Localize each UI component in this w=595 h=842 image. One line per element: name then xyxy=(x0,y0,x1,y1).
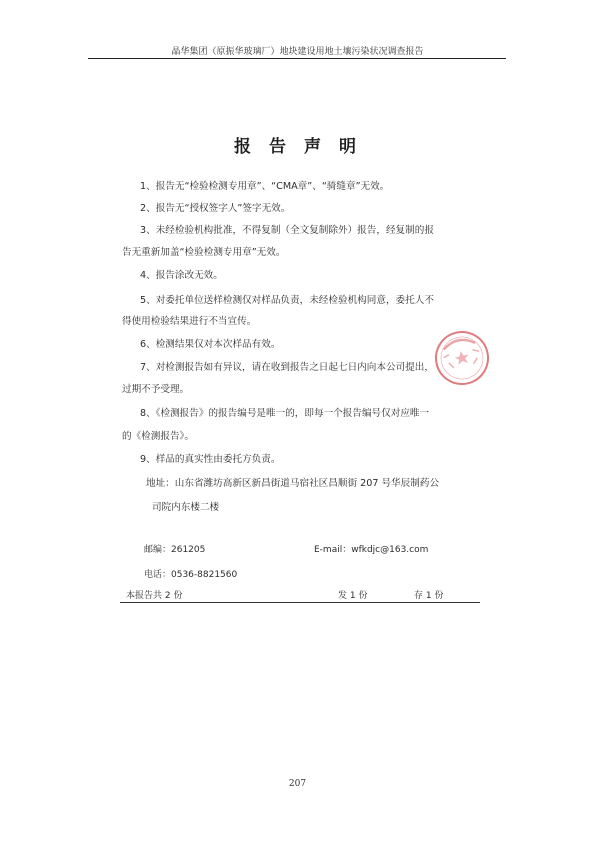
statement-item-continuation: 得使用检验结果进行不当宣传。 xyxy=(122,316,257,327)
statement-item: 1、报告无“检验检测专用章”、“CMA章”、“骑缝章”无效。 xyxy=(140,181,390,192)
statement-item: 2、报告无“授权签字人”签字无效。 xyxy=(140,203,291,214)
statement-title: 报告声明 xyxy=(234,137,374,157)
statement-item-continuation: 告无重新加盖“检验检测专用章”无效。 xyxy=(122,247,286,258)
footer-rule xyxy=(120,602,480,603)
address-line: 地址：山东省潍坊高新区新昌街道马宿社区昌顺街 207 号华辰制药公 xyxy=(146,478,440,489)
statement-item: 6、检测结果仅对本次样品有效。 xyxy=(140,339,281,350)
statement-item-continuation: 过期不予受理。 xyxy=(122,384,190,395)
running-header: 晶华集团（原振华玻璃厂）地块建设用地土壤污染状况调查报告 xyxy=(171,47,424,57)
copies-kept: 存 1 份 xyxy=(414,591,444,601)
phone: 电话：0536-8821560 xyxy=(144,570,238,580)
copies-total: 本报告共 2 份 xyxy=(126,591,183,601)
statement-item: 8、《检测报告》的报告编号是唯一的，即每一个报告编号仅对应唯一 xyxy=(140,408,430,419)
email: E-mail：wfkdjc@163.com xyxy=(314,545,429,555)
address-line-continuation: 司院内东楼二楼 xyxy=(152,502,220,513)
statement-item-continuation: 的《检测报告》。 xyxy=(122,431,194,442)
scanned-statement-page xyxy=(112,108,496,608)
postcode: 邮编：261205 xyxy=(144,545,206,555)
statement-item: 9、样品的真实性由委托方负责。 xyxy=(140,454,281,465)
statement-item: 3、未经检验机构批准，不得复制（全文复制除外）报告，经复制的报 xyxy=(140,225,434,236)
statement-item: 7、对检测报告如有异议，请在收到报告之日起七日内向本公司提出， xyxy=(140,362,434,373)
statement-item: 5、对委托单位送样检测仅对样品负责，未经检验机构同意，委托人不 xyxy=(140,295,434,306)
header-rule xyxy=(88,58,506,59)
company-seal-icon xyxy=(429,325,495,391)
statement-item: 4、报告涂改无效。 xyxy=(140,270,223,281)
copies-issued: 发 1 份 xyxy=(338,591,368,601)
page-number: 207 xyxy=(288,779,307,789)
